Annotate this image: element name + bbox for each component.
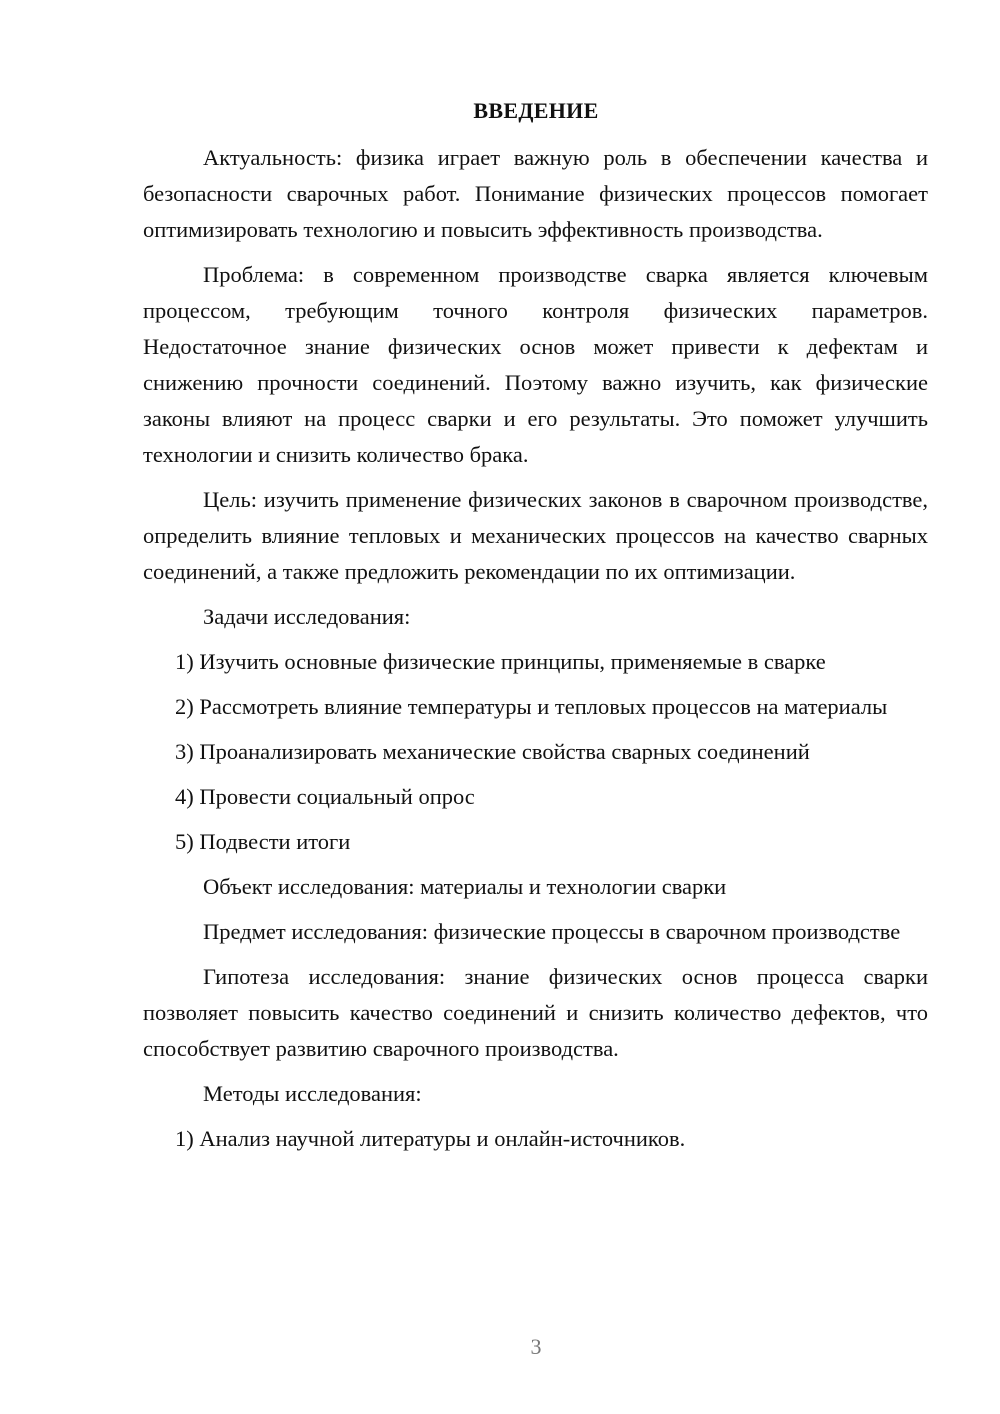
task-item-1: 1) Изучить основные физические принципы, применяемые в сварке	[175, 649, 826, 674]
problem-paragraph: Проблема: в современном производстве сварка является ключевым процессом, требующим точного контроля физических параметров. Недостаточное знание физических основ может привести к дефектам и снижению прочности соединений. Поэтому важно изучить, как физические законы влияют на процесс сварки и его результаты. Это поможет улучшить технологии и снизить количество брака.	[143, 262, 928, 467]
object-paragraph: Объект исследования: материалы и технологии сварки	[203, 874, 727, 899]
hypothesis-paragraph: Гипотеза исследования: знание физических основ процесса сварки позволяет повысить качество соединений и снизить количество дефектов, что способствует развитию сварочного производства.	[143, 964, 928, 1061]
methods-heading: Методы исследования:	[203, 1081, 422, 1106]
document-body	[143, 140, 928, 1166]
task-item-5: 5) Подвести итоги	[175, 829, 351, 854]
relevance-paragraph: Актуальность: физика играет важную роль в обеспечении качества и безопасности сварочных работ. Понимание физических процессов помогает оптимизировать технологию и повысить эффективность производства.	[143, 145, 928, 242]
subject-paragraph: Предмет исследования: физические процессы в сварочном производстве	[203, 919, 901, 944]
goal-paragraph: Цель: изучить применение физических законов в сварочном производстве, определить влияние тепловых и механических процессов на качество сварных соединений, а также предложить рекомендации по их оптимизации.	[143, 487, 928, 584]
task-item-3: 3) Проанализировать механические свойства сварных соединений	[175, 739, 810, 764]
page-number: 3	[530, 1334, 542, 1359]
tasks-heading: Задачи исследования:	[203, 604, 411, 629]
task-item-2: 2) Рассмотреть влияние температуры и тепловых процессов на материалы	[175, 694, 888, 719]
task-item-4: 4) Провести социальный опрос	[175, 784, 475, 809]
page-title: ВВЕДЕНИЕ	[473, 98, 599, 123]
method-item-1: 1) Анализ научной литературы и онлайн-источников.	[175, 1126, 686, 1151]
